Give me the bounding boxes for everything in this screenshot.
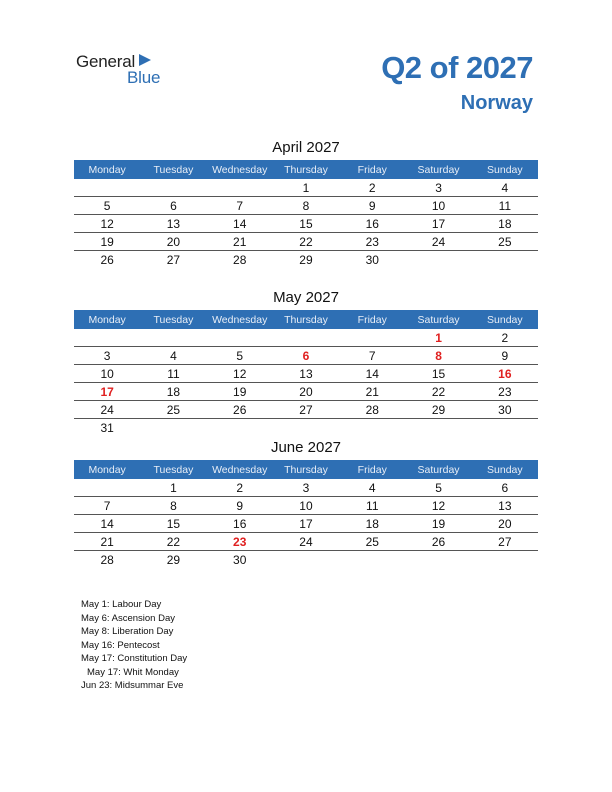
day-cell: 27 (166, 252, 181, 267)
weekday-header: Sunday (472, 160, 538, 179)
day-cell: 17 (405, 215, 471, 233)
day-cell: 16 (207, 515, 273, 533)
weekday-header: Wednesday (207, 460, 273, 479)
day-cell: 30 (233, 552, 247, 567)
week-row (74, 401, 538, 419)
day-cell: 18 (140, 383, 206, 401)
logo-text-general: General (76, 52, 136, 71)
day-cell: 29 (166, 552, 181, 567)
holiday-item: Jun 23: Midsummar Eve (81, 680, 184, 691)
week-row (74, 215, 538, 233)
day-cell: 9 (339, 197, 405, 215)
week-row (74, 479, 538, 497)
day-cell: 14 (207, 215, 273, 233)
day-cell: 12 (405, 497, 471, 515)
week-row (74, 251, 538, 269)
logo-flag-icon (139, 53, 153, 67)
week-row (74, 419, 538, 437)
day-cell: 7 (339, 347, 405, 365)
day-cell: 3 (405, 179, 471, 197)
day-cell (74, 479, 140, 497)
week-row (74, 365, 538, 383)
month-june (74, 437, 538, 568)
day-cell: 22 (140, 533, 206, 551)
weekday-header: Sunday (472, 310, 538, 329)
day-cell (140, 329, 206, 347)
month-may (74, 287, 538, 436)
day-cell: 2 (207, 479, 273, 497)
weekday-header: Saturday (405, 160, 471, 179)
day-cell: 8 (273, 197, 339, 215)
day-cell: 5 (74, 197, 140, 215)
day-cell: 10 (74, 365, 140, 383)
day-cell: 18 (472, 215, 538, 233)
holiday-item: May 6: Ascension Day (81, 612, 175, 624)
calendar-grid (74, 160, 538, 268)
day-cell: 13 (273, 365, 339, 383)
day-cell: 11 (472, 197, 538, 215)
day-cell (207, 329, 273, 347)
week-row (74, 383, 538, 401)
day-cell: 10 (273, 497, 339, 515)
holiday-item: May 1: Labour Day (81, 599, 162, 610)
weekday-header: Wednesday (207, 310, 273, 329)
day-cell: 30 (472, 401, 538, 419)
weekday-header: Monday (74, 460, 140, 479)
month-april (74, 137, 538, 268)
weekday-header: Friday (339, 160, 405, 179)
holiday-list (81, 598, 187, 693)
day-cell: 4 (339, 479, 405, 497)
weekday-header: Friday (339, 460, 405, 479)
holiday-item: May 8: Liberation Day (81, 626, 174, 637)
day-cell: 20 (140, 233, 206, 251)
day-cell: 5 (207, 347, 273, 365)
weekday-header: Thursday (273, 310, 339, 329)
month-title: May 2027 (273, 289, 339, 306)
day-cell: 15 (140, 515, 206, 533)
day-cell (74, 179, 140, 197)
week-row (74, 533, 538, 551)
day-cell: 8 (405, 347, 471, 365)
weekday-header: Saturday (405, 310, 471, 329)
day-cell: 20 (472, 515, 538, 533)
day-cell (273, 419, 339, 437)
day-cell: 9 (207, 497, 273, 515)
week-row (74, 233, 538, 251)
day-cell: 7 (74, 497, 140, 515)
day-cell: 16 (472, 365, 538, 383)
day-cell: 19 (207, 383, 273, 401)
day-cell: 11 (339, 497, 405, 515)
day-cell: 8 (140, 497, 206, 515)
day-cell: 16 (339, 215, 405, 233)
day-cell: 12 (207, 365, 273, 383)
day-cell: 25 (140, 401, 206, 419)
day-cell: 18 (339, 515, 405, 533)
calendar-grid (74, 460, 538, 568)
day-cell: 15 (273, 215, 339, 233)
day-cell: 2 (472, 329, 538, 347)
day-cell: 3 (74, 347, 140, 365)
day-cell: 21 (74, 533, 140, 551)
month-title: June 2027 (270, 439, 342, 456)
day-cell: 6 (472, 479, 538, 497)
day-cell (140, 179, 206, 197)
day-cell: 19 (405, 515, 471, 533)
month-title: April 2027 (272, 139, 340, 156)
weekday-header: Thursday (273, 160, 339, 179)
day-cell (273, 551, 339, 569)
day-cell: 22 (273, 233, 339, 251)
day-cell: 6 (273, 347, 339, 365)
week-row (74, 497, 538, 515)
day-cell: 7 (207, 197, 273, 215)
day-cell: 26 (405, 533, 471, 551)
week-row (74, 197, 538, 215)
day-cell (207, 419, 273, 437)
day-cell: 31 (100, 420, 114, 435)
day-cell: 29 (299, 252, 313, 267)
week-row (74, 551, 538, 569)
day-cell: 26 (207, 401, 273, 419)
day-cell: 15 (405, 365, 471, 383)
day-cell: 17 (273, 515, 339, 533)
weekday-header: Wednesday (207, 160, 273, 179)
weekday-header: Tuesday (140, 160, 206, 179)
day-cell: 27 (273, 401, 339, 419)
calendar-grid (74, 310, 538, 436)
day-cell (339, 551, 405, 569)
day-cell: 21 (339, 383, 405, 401)
weekday-header: Saturday (405, 460, 471, 479)
day-cell: 2 (339, 179, 405, 197)
day-cell: 23 (339, 233, 405, 251)
weekday-header: Monday (74, 160, 140, 179)
day-cell: 27 (472, 533, 538, 551)
day-cell (207, 179, 273, 197)
day-cell (472, 551, 538, 569)
day-cell (405, 551, 471, 569)
logo-text-blue: Blue (127, 68, 161, 87)
day-cell: 1 (405, 329, 471, 347)
day-cell: 9 (472, 347, 538, 365)
day-cell: 1 (273, 179, 339, 197)
day-cell: 25 (472, 233, 538, 251)
day-cell: 22 (405, 383, 471, 401)
day-cell: 23 (207, 533, 273, 551)
day-cell: 11 (140, 365, 206, 383)
day-cell: 1 (140, 479, 206, 497)
weekday-header: Sunday (472, 460, 538, 479)
day-cell (339, 419, 405, 437)
day-cell: 4 (140, 347, 206, 365)
day-cell (339, 329, 405, 347)
quarter-title: Q2 of 2027 (381, 50, 533, 85)
day-cell: 12 (74, 215, 140, 233)
day-cell (273, 329, 339, 347)
day-cell: 24 (273, 533, 339, 551)
week-row (74, 515, 538, 533)
logo (76, 52, 176, 92)
day-cell: 19 (74, 233, 140, 251)
day-cell: 26 (100, 252, 114, 267)
country-name: Norway (460, 92, 533, 114)
day-cell (472, 251, 538, 269)
day-cell: 5 (405, 479, 471, 497)
day-cell: 23 (472, 383, 538, 401)
day-cell: 13 (472, 497, 538, 515)
weekday-header: Friday (339, 310, 405, 329)
day-cell: 6 (140, 197, 206, 215)
weekday-header: Tuesday (140, 460, 206, 479)
day-cell (74, 329, 140, 347)
day-cell (405, 419, 471, 437)
day-cell: 25 (339, 533, 405, 551)
weekday-header: Thursday (273, 460, 339, 479)
day-cell: 30 (365, 252, 379, 267)
day-cell: 21 (207, 233, 273, 251)
day-cell (405, 251, 471, 269)
day-cell: 29 (405, 401, 471, 419)
week-row (74, 329, 538, 347)
day-cell: 17 (74, 383, 140, 401)
day-cell: 4 (472, 179, 538, 197)
day-cell: 10 (405, 197, 471, 215)
day-cell: 24 (74, 401, 140, 419)
day-cell: 28 (339, 401, 405, 419)
day-cell: 20 (273, 383, 339, 401)
day-cell: 24 (405, 233, 471, 251)
day-cell: 28 (100, 552, 114, 567)
day-cell: 14 (74, 515, 140, 533)
holiday-item: May 16: Pentecost (81, 639, 160, 651)
week-row (74, 179, 538, 197)
weekday-header: Tuesday (140, 310, 206, 329)
holiday-item: May 17: Whit Monday (87, 666, 179, 678)
day-cell: 13 (140, 215, 206, 233)
day-cell: 3 (273, 479, 339, 497)
day-cell: 28 (233, 252, 247, 267)
weekday-header: Monday (74, 310, 140, 329)
day-cell (140, 419, 206, 437)
week-row (74, 347, 538, 365)
day-cell (472, 419, 538, 437)
day-cell: 14 (339, 365, 405, 383)
holiday-item: May 17: Constitution Day (81, 653, 188, 664)
